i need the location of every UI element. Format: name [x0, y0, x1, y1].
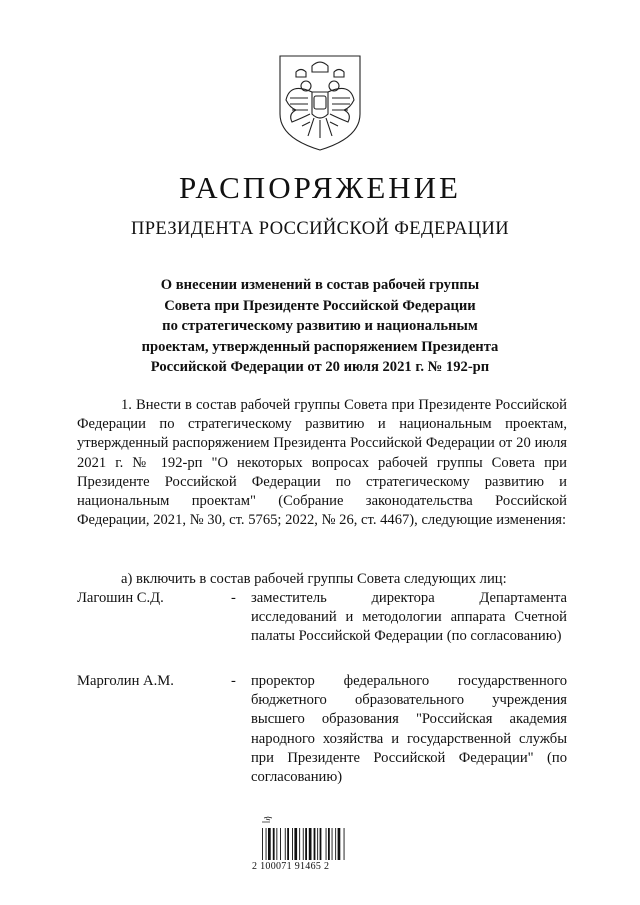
barcode-bar: [338, 828, 341, 860]
barcode-bar: [280, 828, 281, 860]
barcode-bar: [332, 828, 333, 860]
barcode-bar: [328, 828, 330, 860]
document-issuer: ПРЕЗИДЕНТА РОССИЙСКОЙ ФЕДЕРАЦИИ: [130, 219, 510, 239]
barcode-bar: [285, 828, 286, 860]
barcode-bar: [287, 828, 289, 860]
heading-line: Совета при Президенте Российской Федерации: [164, 297, 476, 314]
barcode-bar: [276, 828, 277, 860]
barcode-bar: [317, 828, 318, 860]
barcode-bar: [314, 828, 316, 860]
heading-line: Российской Федерации от 20 июля 2021 г. № 192-рп: [150, 359, 490, 375]
barcode-bar: [320, 828, 322, 860]
barcode-bar: [294, 828, 297, 860]
barcode-bar: [262, 828, 263, 860]
member-name: Марголин А.М.: [77, 673, 174, 689]
subpoint-a: а) включить в состав рабочей группы Совета следующих лиц:: [121, 571, 507, 587]
member-role: заместитель директора Департамента исследований и методологии аппарата Счетной палаты Российской Федерации (по согласованию): [251, 590, 567, 645]
member-role: проректор федерального государственного бюджетного образовательного учреждения высшего образования "Российская академия народного хозяйства и государственной службы при Президенте Российской Федерации" (по согласованию): [251, 673, 567, 786]
heading-line: О внесении изменений в состав рабочей группы: [160, 277, 480, 293]
heading-line: по стратегическому развитию и национальным: [162, 318, 478, 334]
barcode-bar: [326, 828, 327, 860]
member-dash: -: [231, 673, 236, 689]
barcode-bar: [268, 828, 271, 860]
barcode-number: 2 100071 91465 2: [252, 861, 330, 872]
barcode-bar: [266, 828, 267, 860]
document-heading: [100, 275, 540, 378]
document-type-title: РАСПОРЯЖЕНИЕ: [179, 170, 461, 205]
paragraph-item-1: 1. Внести в состав рабочей группы Совета при Президенте Российской Федерации по стратегическому развитию и национальным проектам, утвержденный распоряжением Президента Российской Федерации от 20 июля 2021 г. № 192-рп "О некоторых вопросах рабочей группы Совета при Президенте Российской Федерации по стратегическому развитию и национальным проектам" (Собрание законодательства Российской Федерации, 2021, № 30, ст. 5765; 2022, № 26, ст. 4467), следующие изменения:: [77, 397, 567, 529]
member-name: Лагошин С.Д.: [77, 590, 164, 606]
heading-line: проектам, утвержденный распоряжением Президента: [141, 338, 499, 355]
barcode-bar: [344, 828, 345, 860]
barcode-bar: [273, 828, 275, 860]
barcode-bar: [305, 828, 307, 860]
coat-of-arms-icon: [276, 52, 364, 154]
barcode-bar: [303, 828, 304, 860]
barcode-bar: [299, 828, 300, 860]
barcode-bar: [292, 828, 293, 860]
barcode-bar: [309, 828, 312, 860]
member-dash: -: [231, 590, 236, 606]
barcode-bar: [335, 828, 336, 860]
